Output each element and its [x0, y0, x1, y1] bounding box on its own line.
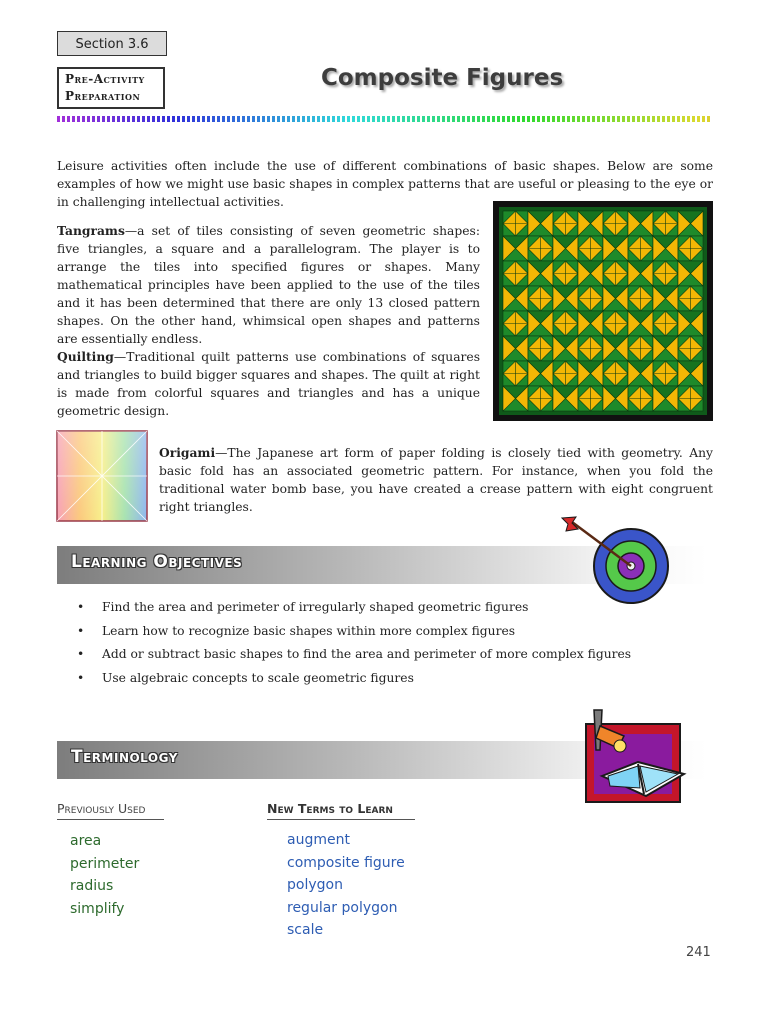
learning-objectives-heading: Learning Objectives: [71, 552, 243, 572]
previously-used-heading: Previously Used: [57, 801, 164, 820]
origami-lead: Origami: [159, 445, 216, 460]
list-item: scale: [287, 922, 324, 938]
list-item: • Use algebraic concepts to scale geometric figures: [77, 669, 677, 687]
page-title: Composite Figures: [321, 65, 564, 91]
list-item: • Add or subtract basic shapes to find the area and perimeter of more complex figures: [77, 645, 677, 663]
terminology-heading: Terminology: [71, 747, 178, 767]
list-item: augment: [287, 832, 350, 848]
list-item: regular polygon: [287, 899, 398, 916]
quilting-lead: Quilting: [57, 349, 114, 364]
tangrams-paragraph: [57, 222, 480, 348]
page-number: 241: [686, 945, 711, 960]
pre-activity-line2: Preparation: [65, 89, 141, 103]
new-terms-heading: New Terms to Learn: [267, 801, 415, 820]
list-item: • Find the area and perimeter of irregularly shaped geometric figures: [77, 598, 677, 616]
rainbow-divider: [57, 116, 713, 122]
tangrams-body: —a set of tiles consisting of seven geometric shapes: five triangles, a square and a parallelogram. The player is to arrange the tiles into specified figures or shapes. Many mathematical principles have been applied to the use of the tiles and it has been determined that there are only 13 closed pattern shapes. On the other hand, whimsical open shapes and patterns are essentially endless.: [57, 224, 480, 346]
intro-paragraph: Leisure activities often include the use of different combinations of basic shapes. Below are some examples of how we might use basic shapes in complex patterns that are useful or pleasing to the eye or in challenging intellectual activities.: [57, 159, 713, 209]
list-item: • Learn how to recognize basic shapes within more complex figures: [77, 622, 677, 640]
new-terms-list: [287, 829, 405, 942]
list-item: polygon: [287, 877, 343, 893]
pre-activity-box: [57, 67, 165, 109]
list-item: area: [70, 833, 102, 849]
origami-crease-image: [56, 430, 148, 522]
list-item: radius: [70, 878, 114, 894]
target-arrow-icon: [558, 514, 674, 608]
origami-body: —The Japanese art form of paper folding is closely tied with geometry. Any basic fold has an associated geometric pattern. For instance, when you fold the traditional water bomb base, you have created a crease pattern with eight congruent right triangles.: [159, 446, 713, 514]
quilting-body: —Traditional quilt patterns use combinations of squares and triangles to build bigger squares and shapes. The quilt at right is made from colorful squares and triangles and has a unique geometric design.: [57, 350, 480, 418]
previously-used-list: [70, 830, 139, 920]
list-item: perimeter: [70, 855, 140, 872]
list-item: composite figure: [287, 854, 405, 871]
list-item: simplify: [70, 900, 125, 917]
origami-paragraph: [159, 444, 713, 516]
tangrams-lead: Tangrams: [57, 223, 125, 238]
pre-activity-line1: Pre-Activity: [65, 72, 145, 86]
quilt-pattern-image: [493, 201, 713, 421]
quilting-paragraph: [57, 348, 480, 420]
lamp-book-icon: [580, 706, 688, 806]
learning-objectives-list: [57, 598, 677, 692]
section-label: Section 3.6: [57, 31, 167, 56]
